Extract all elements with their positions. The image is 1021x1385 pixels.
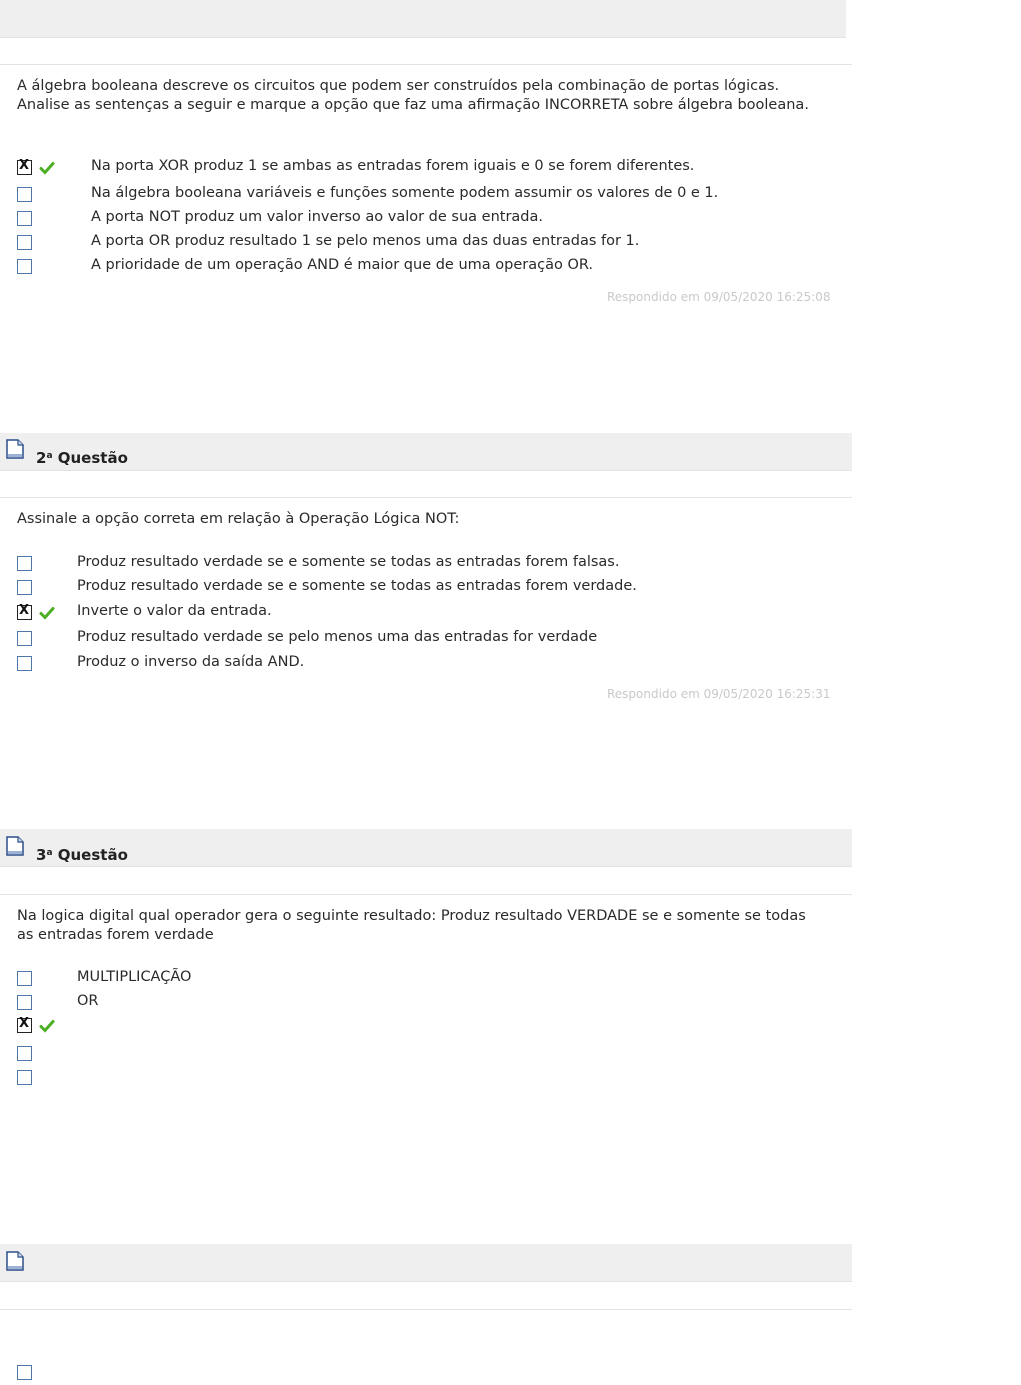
checked-x-icon[interactable] xyxy=(17,1018,32,1033)
option-label: MULTIPLICAÇÃO xyxy=(77,969,192,985)
checkbox-icon[interactable] xyxy=(17,1365,32,1380)
answered-timestamp: Respondido em 09/05/2020 16:25:08 xyxy=(607,290,831,304)
question-header-bar xyxy=(0,0,846,38)
q2-option-4[interactable] xyxy=(17,631,717,651)
question-2-stem: Assinale a opção correta em relação à Operação Lógica NOT: xyxy=(17,511,460,527)
checkbox-icon[interactable] xyxy=(17,259,32,274)
divider xyxy=(0,894,852,895)
green-check-icon xyxy=(39,1018,55,1034)
checkbox-icon[interactable] xyxy=(17,211,32,226)
question-title: 3$^a$ Questão xyxy=(36,846,128,864)
q2-option-1[interactable] xyxy=(17,556,717,576)
option-label: Produz resultado verdade se pelo menos uma das entradas for verdade xyxy=(77,629,598,645)
document-icon xyxy=(6,439,24,459)
green-check-icon xyxy=(39,605,55,621)
q3-option-2[interactable] xyxy=(17,995,317,1015)
option-label: Produz resultado verdade se e somente se todas as entradas forem falsas. xyxy=(77,554,620,570)
checkbox-icon[interactable] xyxy=(17,580,32,595)
divider xyxy=(0,64,852,65)
option-label: A prioridade de um operação AND é maior que de uma operação OR. xyxy=(91,257,594,273)
option-label: Inverte o valor da entrada. xyxy=(77,603,272,619)
option-label: A porta OR produz resultado 1 se pelo menos uma das duas entradas for 1. xyxy=(91,233,640,249)
answered-timestamp: Respondido em 09/05/2020 16:25:31 xyxy=(607,687,831,701)
checkbox-icon[interactable] xyxy=(17,556,32,571)
option-label: A porta NOT produz um valor inverso ao valor de sua entrada. xyxy=(91,209,543,225)
option-label: OR xyxy=(77,993,99,1009)
option-label: Produz resultado verdade se e somente se todas as entradas forem verdade. xyxy=(77,578,637,594)
option-label: Produz o inverso da saída AND. xyxy=(77,654,305,670)
green-check-icon xyxy=(39,160,55,176)
divider xyxy=(0,1309,852,1310)
checkbox-icon[interactable] xyxy=(17,1046,32,1061)
question-header-bar xyxy=(0,1244,852,1282)
question-3-stem: Na logica digital qual operador gera o seguinte resultado: Produz resultado VERDADE se e somente se todas as entradas forem verdade xyxy=(17,908,806,943)
checkbox-icon[interactable] xyxy=(17,971,32,986)
q3-option-1[interactable] xyxy=(17,971,317,991)
checkbox-icon[interactable] xyxy=(17,235,32,250)
q4-option-1[interactable] xyxy=(17,1365,317,1385)
checked-x-icon[interactable] xyxy=(17,160,32,175)
checkbox-icon[interactable] xyxy=(17,631,32,646)
q1-option-2[interactable] xyxy=(17,187,777,207)
q2-option-5[interactable] xyxy=(17,656,717,676)
q1-option-4[interactable] xyxy=(17,235,777,255)
checked-x-icon[interactable] xyxy=(17,605,32,620)
option-label: Na porta XOR produz 1 se ambas as entradas forem iguais e 0 se forem diferentes. xyxy=(91,158,695,174)
q1-option-5[interactable] xyxy=(17,259,777,279)
checkbox-icon[interactable] xyxy=(17,995,32,1010)
checkbox-icon[interactable] xyxy=(17,187,32,202)
q2-option-3[interactable] xyxy=(17,605,717,625)
document-icon xyxy=(6,836,24,856)
checkbox-icon[interactable] xyxy=(17,1070,32,1085)
divider xyxy=(0,497,852,498)
question-title: 2$^a$ Questão xyxy=(36,449,128,467)
q2-option-2[interactable] xyxy=(17,580,717,600)
q3-option-4[interactable] xyxy=(17,1046,317,1066)
option-label: Na álgebra booleana variáveis e funções somente podem assumir os valores de 0 e 1. xyxy=(91,185,719,201)
q1-option-3[interactable] xyxy=(17,211,777,231)
checkbox-icon[interactable] xyxy=(17,656,32,671)
question-1-stem: A álgebra booleana descreve os circuitos que podem ser construídos pela combinação de portas lógicas. Analise as sentenças a seguir e marque a opção que faz uma afirmação INCORRETA sobre álgebra booleana. xyxy=(17,78,809,113)
q3-option-3[interactable] xyxy=(17,1018,317,1038)
q3-option-5[interactable] xyxy=(17,1070,317,1090)
q1-option-1[interactable] xyxy=(17,160,777,180)
document-icon xyxy=(6,1251,24,1271)
